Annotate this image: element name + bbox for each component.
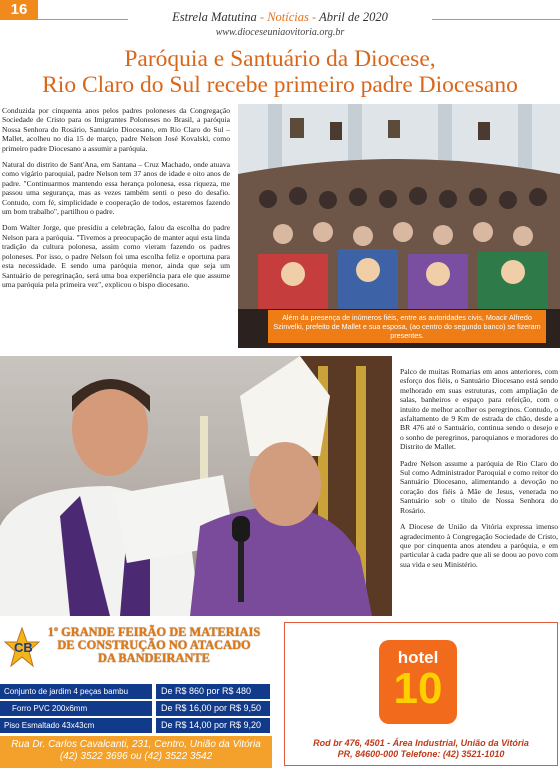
header-separator: - (312, 10, 317, 24)
article-paragraph: Padre Nelson assume a paróquia de Rio Claro do Sul como Administrador Paroquial e como reitor do Santuário Diocesano, alimentando a devoção no coração dos fiéis à Mãe de Jesus, venerada no Santuário sob o título de Nossa Senhora do Rosário. (400, 458, 558, 515)
priests-photo-illustration (0, 356, 392, 616)
priests-photo (0, 356, 392, 616)
hotel-logo-number: 10 (393, 664, 443, 713)
materials-ad-title (34, 626, 274, 665)
logo-letters: CB (14, 640, 33, 655)
hotel-logo-word: hotel (397, 648, 439, 667)
article-title-line-1: Paróquia e Santuário da Diocese, (124, 46, 436, 72)
article-right-column (400, 367, 558, 576)
deal-price: De R$ 16,00 por R$ 9,50 (156, 701, 270, 716)
materials-ad-address: Rua Dr. Carlos Cavalcanti, 231, Centro, União da Vitória (11, 739, 261, 750)
publication-name: Estrela Matutina (172, 10, 257, 24)
hotel-address-line: Rod br 476, 4501 - Área Industrial, União da Vitória (313, 738, 529, 748)
issue-date: Abril de 2020 (319, 10, 388, 24)
article-paragraph: Dom Walter Jorge, que presidiu a celebração, falou da escolha do padre Nelson para a paróquia. "Tivemos a preocupação de manter aqui esta linda tradição da cultura polonesa, assim como vieram fazendo os padres poloneses. Por isso, o padre Nelson foi uma escolha feliz e oportuna para esta necessidade. E sendo uma paróquia menor, ainda que seja um Santuário de peregrinação, será uma boa experiência para ele que assume uma paróquia pela primeira vez", explicou o bispo diocesano. (2, 223, 230, 289)
materials-ad-title-line: DE CONSTRUÇÃO NO ATACADO (57, 638, 251, 652)
deal-item: Piso Esmaltado 43x43cm (0, 718, 152, 733)
header-separator: - (259, 10, 265, 24)
deal-item: Forro PVC 200x6mm (0, 701, 152, 716)
website-link[interactable]: www.dioceseuniaovitoria.org.br (215, 27, 345, 38)
publication-line (140, 10, 420, 25)
photo-caption: Além da presença de inúmeros fiéis, entre as autoridades civis, Moacir Alfredo Szinvelki, prefeito de Mallet e sua esposa, (ao centro do segundo banco) se fizeram presentes. (268, 310, 546, 343)
article-title (0, 46, 560, 98)
deal-item: Conjunto de jardim 4 peças bambu (0, 684, 152, 699)
materials-ad-title-line: DA BANDEIRANTE (98, 651, 210, 665)
deal-price: De R$ 14,00 por R$ 9,20 (156, 718, 270, 733)
article-paragraph: Natural do distrito de Sant'Ana, em Santana – Cruz Machado, onde atuava como vigário paroquial, padre Nelson tem 37 anos de idade e oito anos de padre. "Continuarmos mantendo essa herança polonesa, essa riqueza, me passou uma segurança, mas as vezes também senti o peso do desafio. Contudo, com fé, simplicidade e cooperação de todos, estaremos fazendo um bom trabalho", partilhou o padre. (2, 160, 230, 217)
page-number: 16 (0, 0, 38, 20)
deal-price: De R$ 860 por R$ 480 (156, 684, 270, 699)
header-rule-left (38, 19, 128, 20)
article-paragraph: Conduzida por cinquenta anos pelos padres poloneses da Congregação Sociedade de Cristo para os Imigrantes Poloneses no Brasil, a paróquia Nossa Senhora do Rosário, Santuário Diocesano, em Rio Claro do Sul – Mallet, acolheu no dia 15 de março, padre Nelson José Kovalski, como primeiro padre Diocesano a assumir a paróquia. (2, 106, 230, 153)
materials-ad-title-line: 1º GRANDE FEIRÃO DE MATERIAIS (47, 625, 261, 639)
header-rule-right (432, 19, 560, 20)
materials-ad-footer (0, 736, 272, 768)
hotel-contact-line: PR, 84600-000 Telefone: (42) 3521-1010 (337, 749, 505, 759)
section-name: Notícias (267, 10, 309, 24)
article-paragraph: A Diocese de União da Vitória expressa imenso agradecimento à Congregação Sociedade de Cristo, que por cinquenta anos atendeu a paróquia, e em particular à cada padre que ali se doou ao povo com sua vida e seu Ministério. (400, 522, 558, 569)
materials-ad-phones: (42) 3522 3696 ou (42) 3522 3542 (59, 751, 213, 762)
article-paragraph: Palco de muitas Romarias em anos anteriores, com esforço dos fiéis, o Santuário Diocesano está sendo melhorado em suas estruturas, com ampliação de salas, banheiros e espaço para refeição, com o intuito de melhor acolher os peregrinos. Contudo, o asfaltamento de 9 Km de estrada de chão, desde a BR 476 até o Santuário, continua sendo o desejo e o sonho de peregrinos, paroquianos e moradores do Distrito de Mallet. (400, 367, 558, 452)
hotel-ad-address (290, 738, 552, 760)
article-title-line-2: Rio Claro do Sul recebe primeiro padre Diocesano (42, 72, 518, 98)
article-left-column (2, 106, 230, 296)
